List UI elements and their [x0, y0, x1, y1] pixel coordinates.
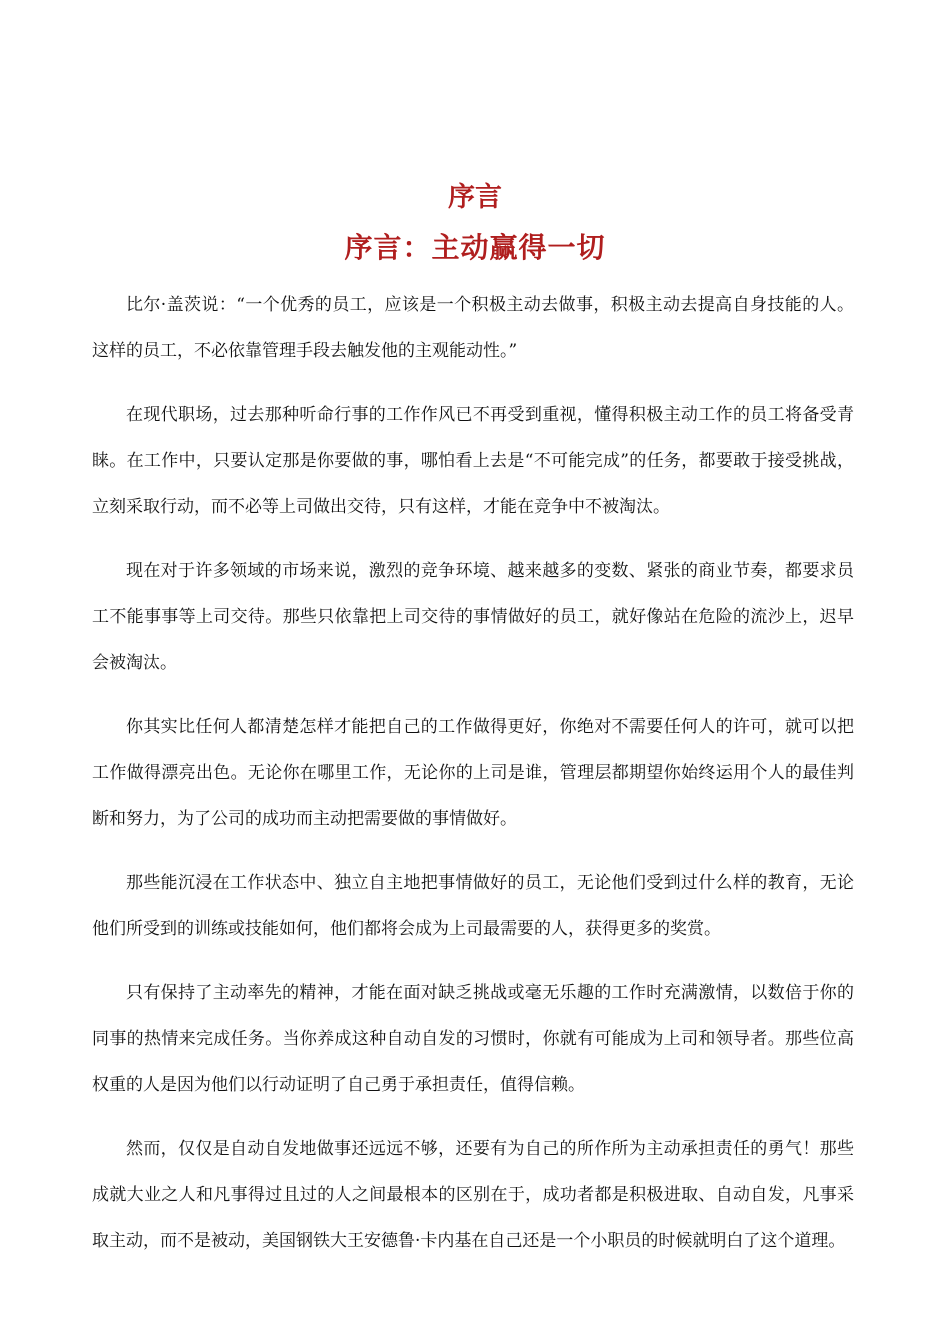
- document-title: 序言: [448, 182, 502, 213]
- document-body: [92, 282, 854, 1282]
- paragraph: 那些能沉浸在工作状态中、独立自主地把事情做好的员工，无论他们受到过什么样的教育，无论他们所受到的训练或技能如何，他们都将会成为上司最需要的人，获得更多的奖赏。: [92, 873, 854, 939]
- paragraph: 现在对于许多领域的市场来说，激烈的竞争环境、越来越多的变数、紧张的商业节奏，都要求员工不能事事等上司交待。那些只依靠把上司交待的事情做好的员工，就好像站在危险的流沙上，迟早会被淘汰。: [92, 561, 854, 673]
- paragraph: 只有保持了主动率先的精神，才能在面对缺乏挑战或毫无乐趣的工作时充满激情，以数倍于你的同事的热情来完成任务。当你养成这种自动自发的习惯时，你就有可能成为上司和领导者。那些位高权重的人是因为他们以行动证明了自己勇于承担责任，值得信赖。: [92, 983, 854, 1095]
- paragraph: 然而，仅仅是自动自发地做事还远远不够，还要有为自己的所作所为主动承担责任的勇气！那些成就大业之人和凡事得过且过的人之间最根本的区别在于，成功者都是积极进取、自动自发，凡事采取主动，而不是被动，美国钢铁大王安德鲁·卡内基在自己还是一个小职员的时候就明白了这个道理。: [92, 1139, 854, 1251]
- paragraph: 你其实比任何人都清楚怎样才能把自己的工作做得更好，你绝对不需要任何人的许可，就可以把工作做得漂亮出色。无论你在哪里工作，无论你的上司是谁，管理层都期望你始终运用个人的最佳判断和努力，为了公司的成功而主动把需要做的事情做好。: [92, 717, 854, 829]
- paragraph: 比尔·盖茨说：“一个优秀的员工，应该是一个积极主动去做事，积极主动去提高自身技能的人。这样的员工，不必依靠管理手段去触发他的主观能动性。”: [92, 295, 854, 361]
- paragraph: 在现代职场，过去那种听命行事的工作作风已不再受到重视，懂得积极主动工作的员工将备受青睐。在工作中，只要认定那是你要做的事，哪怕看上去是“不可能完成”的任务，都要敢于接受挑战，立刻采取行动，而不必等上司做出交待，只有这样，才能在竞争中不被淘汰。: [92, 405, 854, 517]
- document-subtitle: 序言：主动赢得一切: [344, 231, 606, 264]
